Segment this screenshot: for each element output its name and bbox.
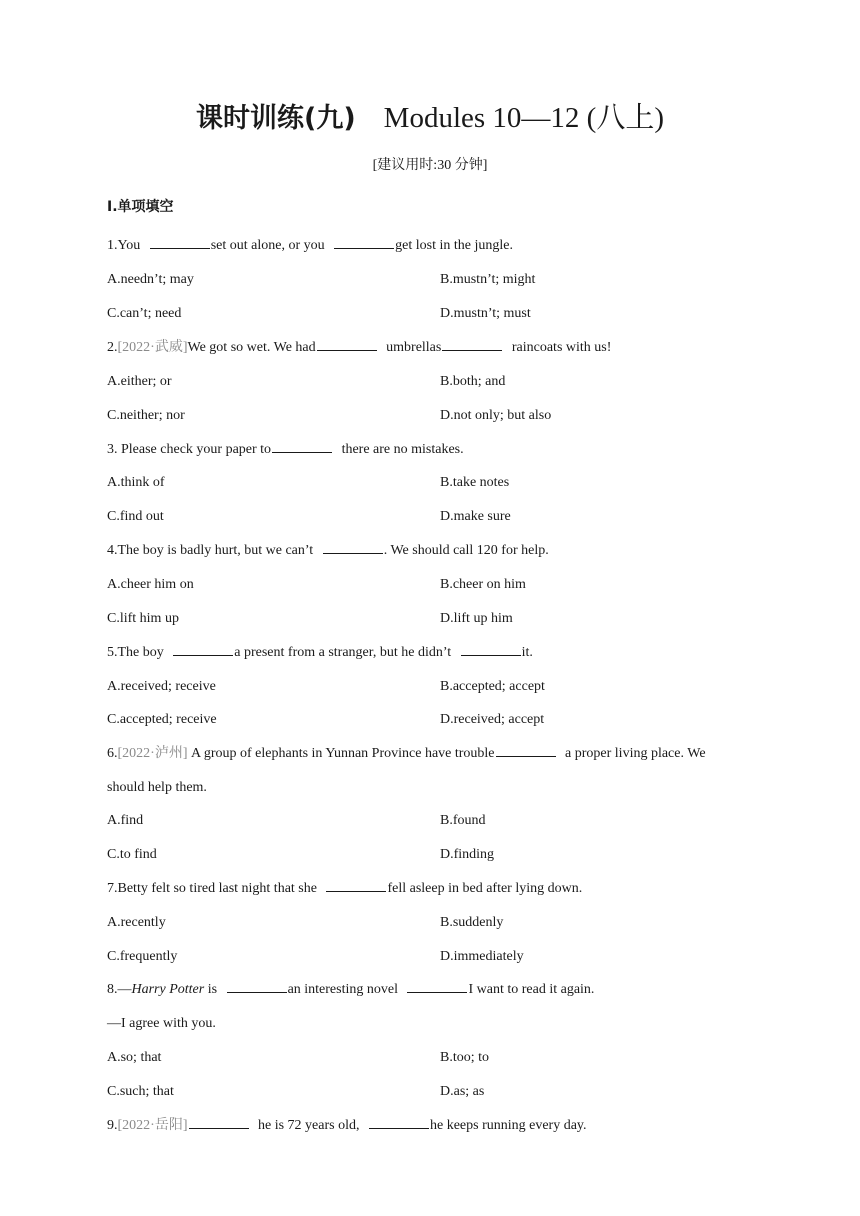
answer-blank[interactable] bbox=[189, 1127, 249, 1129]
answer-blank[interactable] bbox=[323, 552, 383, 554]
option-d[interactable]: D.make sure bbox=[440, 509, 511, 524]
option-c[interactable]: C.can’t; need bbox=[107, 306, 182, 321]
answer-blank[interactable] bbox=[442, 349, 502, 351]
question-4: 4.The boy is badly hurt, but we can’t . We should call 120 for help. bbox=[107, 543, 549, 558]
option-a[interactable]: A.either; or bbox=[107, 374, 172, 389]
question-9: 9.[2022·岳阳] he is 72 years old, he keeps running every day. bbox=[107, 1118, 587, 1133]
option-d[interactable]: D.immediately bbox=[440, 949, 524, 964]
option-c[interactable]: C.to find bbox=[107, 847, 157, 862]
answer-blank[interactable] bbox=[461, 654, 521, 656]
option-b[interactable]: B.cheer on him bbox=[440, 577, 526, 592]
answer-blank[interactable] bbox=[326, 890, 386, 892]
question-7: 7.Betty felt so tired last night that she fell asleep in bed after lying down. bbox=[107, 881, 583, 896]
option-c[interactable]: C.frequently bbox=[107, 949, 178, 964]
option-a[interactable]: A.cheer him on bbox=[107, 577, 194, 592]
option-d[interactable]: D.as; as bbox=[440, 1084, 485, 1099]
answer-blank[interactable] bbox=[334, 247, 394, 249]
question-6-continuation: should help them. bbox=[107, 780, 207, 795]
option-b[interactable]: B.take notes bbox=[440, 475, 510, 490]
option-d[interactable]: D.not only; but also bbox=[440, 408, 552, 423]
option-c[interactable]: C.such; that bbox=[107, 1084, 174, 1099]
option-d[interactable]: D.finding bbox=[440, 847, 495, 862]
option-b[interactable]: B.accepted; accept bbox=[440, 679, 545, 694]
option-b[interactable]: B.both; and bbox=[440, 374, 506, 389]
answer-blank[interactable] bbox=[173, 654, 233, 656]
answer-blank[interactable] bbox=[150, 247, 210, 249]
option-b[interactable]: B.mustn’t; might bbox=[440, 272, 536, 287]
source-tag: [2022·泸州] bbox=[117, 746, 188, 761]
page-title bbox=[0, 98, 860, 139]
question-8: 8.—Harry Potter is an interesting novel I want to read it again. bbox=[107, 982, 595, 997]
section-heading: Ⅰ.单项填空 bbox=[107, 199, 174, 215]
option-a[interactable]: A.so; that bbox=[107, 1050, 162, 1065]
question-8-reply: —I agree with you. bbox=[107, 1016, 216, 1031]
time-hint: [建议用时:30 分钟] bbox=[372, 158, 488, 173]
option-b[interactable]: B.found bbox=[440, 813, 486, 828]
answer-blank[interactable] bbox=[369, 1127, 429, 1129]
answer-blank[interactable] bbox=[496, 755, 556, 757]
book-title: Harry Potter bbox=[131, 982, 205, 997]
option-a[interactable]: A.think of bbox=[107, 475, 165, 490]
option-c[interactable]: C.neither; nor bbox=[107, 408, 185, 423]
question-3: 3. Please check your paper to there are no mistakes. bbox=[107, 442, 464, 457]
option-d[interactable]: D.lift up him bbox=[440, 611, 513, 626]
option-c[interactable]: C.accepted; receive bbox=[107, 712, 217, 727]
answer-blank[interactable] bbox=[227, 991, 287, 993]
source-tag: [2022·岳阳] bbox=[117, 1118, 188, 1133]
option-a[interactable]: A.recently bbox=[107, 915, 166, 930]
question-6: 6.[2022·泸州] A group of elephants in Yunnan Province have trouble a proper living place. We bbox=[107, 746, 706, 761]
answer-blank[interactable] bbox=[317, 349, 377, 351]
source-tag: [2022·武威] bbox=[117, 340, 188, 355]
option-a[interactable]: A.needn’t; may bbox=[107, 272, 194, 287]
option-a[interactable]: A.received; receive bbox=[107, 679, 216, 694]
option-b[interactable]: B.suddenly bbox=[440, 915, 504, 930]
question-5: 5.The boy a present from a stranger, but he didn’t it. bbox=[107, 645, 533, 660]
question-2: 2.[2022·武威]We got so wet. We had umbrellas raincoats with us! bbox=[107, 340, 612, 355]
answer-blank[interactable] bbox=[407, 991, 467, 993]
option-d[interactable]: D.mustn’t; must bbox=[440, 306, 531, 321]
option-c[interactable]: C.lift him up bbox=[107, 611, 179, 626]
answer-blank[interactable] bbox=[272, 451, 332, 453]
question-1: 1.You set out alone, or you get lost in the jungle. bbox=[107, 238, 513, 253]
option-d[interactable]: D.received; accept bbox=[440, 712, 545, 727]
option-a[interactable]: A.find bbox=[107, 813, 144, 828]
title-chinese: 课时训练(九) bbox=[195, 103, 356, 134]
title-english: Modules 10—12 (八上) bbox=[383, 102, 664, 134]
option-c[interactable]: C.find out bbox=[107, 509, 164, 524]
option-b[interactable]: B.too; to bbox=[440, 1050, 490, 1065]
